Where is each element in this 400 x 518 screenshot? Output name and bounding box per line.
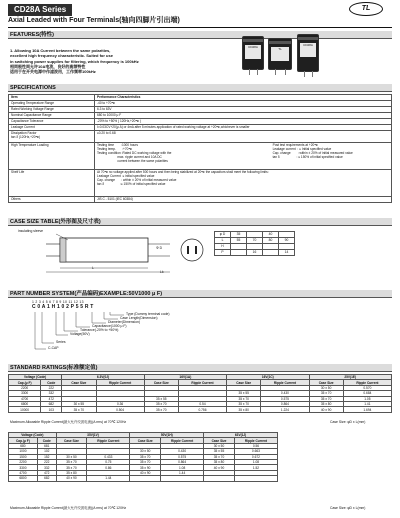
features-text: 1. Allowing 10A Current between the same polarities, excellent high frequency characteristic. Suited for use in switching power supplies for filtering, which frequency is 100kHz 相同极性间允许10A电流，良好的高频特性 适用于在开关电源中作滤波用，工作频率100kHz: [10, 48, 139, 75]
specifications-table: [8, 94, 392, 203]
capacitor-photo-small: CD28A: [242, 36, 264, 70]
spec-row: High Temperature Loading Testing time :1000 hours Testing temp. :+70℃ Testing condition :Rated DC working voltage with the max. ripple current and 10A DC current between the same polarities Post test requirements at +20℃ Leakage current : ≤ Initial specified value Cap. change : within ± 20% of initial measured value tan δ : ≤ 150% of initial specified value: [9, 143, 392, 170]
ratings-heading: STANDARD RATINGS(标准额定值): [8, 364, 392, 372]
table-row: 680 681 30 x 50 0.56: [9, 443, 278, 448]
capacitor-photo-large: CD28A: [297, 34, 319, 72]
ratings-table-high-voltage: [8, 432, 278, 482]
pn-voltage: Voltage(50V): [70, 332, 90, 336]
spec-row: Others JIS C - 5101 (IEC 60384): [9, 197, 392, 203]
spec-row: Operating Temperature Range -40 to +70℃: [9, 101, 392, 107]
header-divider: [8, 27, 392, 28]
table-row: 6800 682 40 x 90 1.44: [9, 476, 278, 481]
table-row: 6800 682 30 x 55 0.36 35 x 70 0.54 35 x 70 0.864 35 x 80 1.41: [9, 401, 392, 406]
spec-row: Rated Working Voltage Range 6.3 to 63V: [9, 107, 392, 113]
diameter-label: Φ D: [156, 246, 163, 250]
table-header-row: Voltage (Code) 6.3V(0J) 16V(1A) 16V(1C) 25V(1E): [9, 375, 392, 380]
spec-row: Leakage Current I=0.03CV+20(μ A) or 4mA after 5 minutes application of rated working voltage at +20℃,whichever is smaller: [9, 125, 392, 131]
lead-length-label: Lk: [160, 270, 164, 274]
table-row: 10000 103 35 x 70 0.504 35 x 70 0.756 35 x 80 1.224 40 x 90 1.694: [9, 407, 392, 412]
page-title: Axial Leaded with Four Terminals(轴向四脚片引出端): [8, 17, 180, 24]
pn-series: Series: [56, 340, 66, 344]
pn-tolerance: Tolerance(-20% to +50%): [80, 328, 119, 332]
table-header-row: Voltage (Code) 35V(1V) 50V(1H) 63V(1J): [9, 433, 278, 438]
specifications-heading: SPECIFICATIONS: [8, 84, 392, 92]
table-subheader-row: Cap.(μ F) Code Case Size Ripple Current Case Size Ripple Current Case Size Ripple Current: [9, 438, 278, 443]
table-row: 3300 332 35 x 55 0.430 35 x 70 0.684: [9, 391, 392, 396]
pn-case-length: Case Length(Dimension): [120, 316, 158, 320]
sleeve-label: insulating sleeve: [18, 229, 44, 233]
pn-type: Type (Dummy terminal code): [126, 312, 170, 316]
pn-diameter: Diameter(Dimension): [108, 320, 141, 324]
spec-row: Shelf Life At 70℃ no voltage applied after 500 hours and then being stabilized at 20℃ the capacitors shall meet the following limits: Leakage Current ≤ initial specified value Cap. change : within ± 20% of initial measured value tan δ :≤ 150% of initial specified value: [9, 170, 392, 197]
table-row: 2200 222 30 x 50 0.570: [9, 385, 392, 390]
pn-ccap: C-CAP: [48, 346, 59, 350]
table-row: 1500 152 30 x 50 0.433 35 x 70 0.575 35 x 70 0.672: [9, 454, 278, 459]
pn-capacitance: Capacitance(1000 μ F): [92, 324, 127, 328]
table-row: 4700 472 35 x 80 40 x 90 1.44: [9, 470, 278, 475]
case-unit-note-1: Case Size: φD x L(mm): [330, 420, 366, 424]
spec-row: Capacitance Tolerance -20% to +50% ( 120Hz,+20℃ ): [9, 119, 392, 125]
series-badge: CD28A Series: [8, 4, 72, 16]
table-row: 1000 102 30 x 50 0.430 35 x 55 0.663: [9, 449, 278, 454]
brand-logo: TL: [349, 2, 383, 16]
case-end-view: [178, 236, 208, 266]
table-row: 2200 222 35 x 70 0.75 35 x 70 0.864 35 x 80 1.08: [9, 459, 278, 464]
part-number-digits: 1 2 3 4 5 6 7 8 9 10 11 12 13: [32, 300, 84, 304]
spec-row: Dissipation Factor tan δ (120Hz,+20℃) ≤0.20 to 0.68: [9, 131, 392, 143]
part-number-heading: PART NUMBER SYSTEM(产品编码)EXAMPLE:50V1000 μ F): [8, 290, 392, 298]
case-size-heading: CASE SIZE TABLE(外形图及尺寸表): [8, 218, 392, 226]
ratings-table-low-voltage: [8, 374, 392, 413]
ripple-note-1: Maximum Allowable Ripple Current(最大允许纹波电流)(A rms) at 70℃ 120Hz: [10, 420, 127, 424]
table-row: 3300 332 35 x 70 0.86 35 x 90 1.08 40 x 90 1.52: [9, 465, 278, 470]
spec-row: Nominal Capacitance Range 680 to 10000 μ F: [9, 113, 392, 119]
spec-row: Item Performance Characteristics: [9, 95, 392, 101]
capacitor-photo-medium: TL: [268, 38, 292, 70]
part-number-code: C 0 A 1 H 1 0 2 P 5 5 R T: [32, 304, 94, 310]
ripple-note-2: Maximum Allowable Ripple Current(最大允许纹波电流)(A rms) at 70℃ 120Hz: [10, 506, 127, 510]
table-row: 4700 472 35 x 55 35 x 70 0.575 35 x 70 1.05: [9, 396, 392, 401]
case-unit-note-2: Case Size: φD x L(mm): [330, 506, 366, 510]
case-dims-table: φ D 35 40 L 55 70 80 90 H P 16 14: [214, 231, 295, 256]
table-subheader-row: Cap.(μ F) Code Case Size Ripple Current Case Size Ripple Current Case Size Ripple Current Case Size Ripple Current: [9, 380, 392, 385]
length-label: L: [92, 266, 94, 270]
features-heading: FEATURES(特性): [8, 31, 392, 39]
case-drawing: [20, 230, 200, 274]
